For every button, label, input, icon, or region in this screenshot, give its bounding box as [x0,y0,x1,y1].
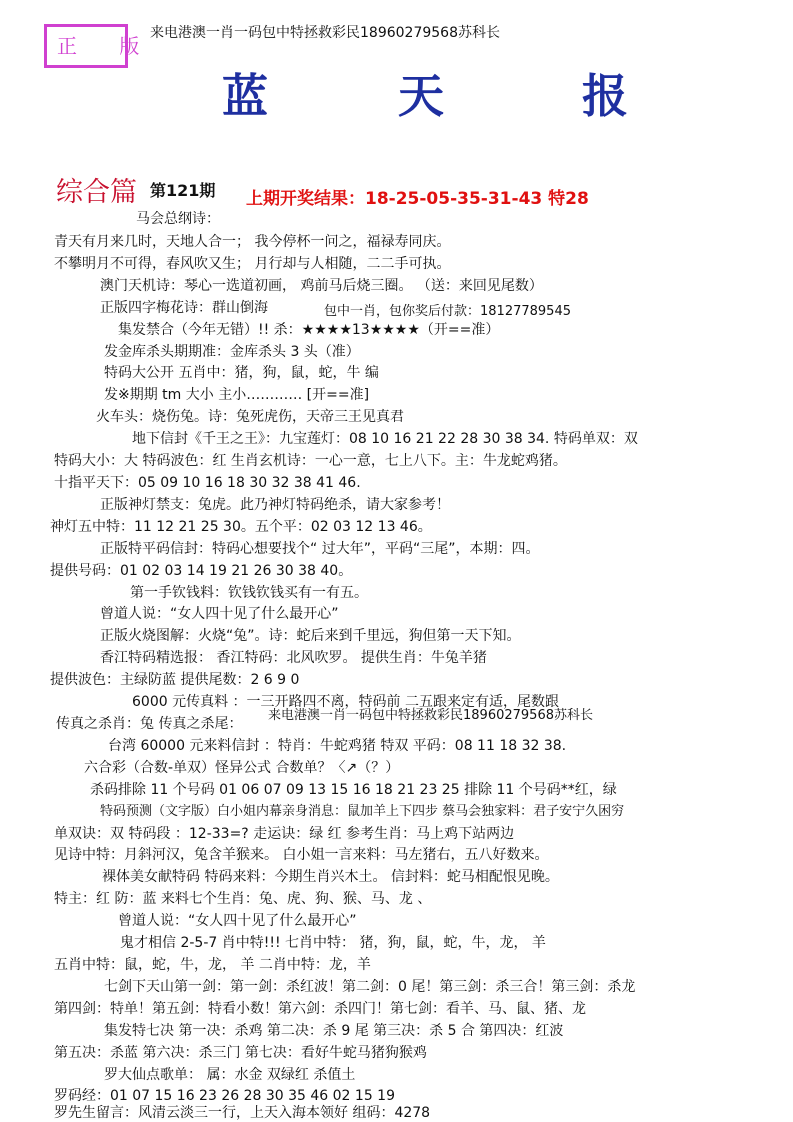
text-line: 罗码经：01 07 15 16 23 26 28 30 35 46 02 15 19 [54,1088,395,1104]
masthead-char-1: 蓝 [222,69,268,123]
text-line: 正版火烧图解：火烧“兔”。诗：蛇后来到千里远，狗但第一天下知。 [100,628,521,644]
text-line: 发※期期 tm 大小 主小………… [开==准] [104,387,370,403]
text-line: 特主：红 防：蓝 来料七个生肖：兔、虎、狗、猴、马、龙 、 [54,891,432,907]
text-line: 杀码排除 11 个号码 01 06 07 09 13 15 16 18 21 23 25 排除 11 个号码**红，绿 [90,782,617,798]
text-line: 第一手钦钱料：钦钱钦钱买有一有五。 [130,585,368,601]
masthead-char-2: 天 [398,69,444,123]
bottom-advert: 来电港澳一肖一码包中特拯救彩民18960279568苏科长 [268,708,593,723]
section-title: 综合篇 [56,177,137,208]
text-line: 香江特码精选报： 香江特码：北风吹罗。 提供生肖：牛兔羊猪 [100,650,487,666]
text-line: 曾道人说：“女人四十见了什么最开心” [118,913,357,929]
text-line: 不攀明月不可得，春风吹又生； 月行却与人相随，二二手可执。 [54,256,451,272]
text-line: 七剑下天山第一剑：第一剑：杀红波！第二剑：0 尾！第三剑：杀三合！第三剑：杀龙 [104,979,636,995]
text-line: 见诗中特：月斜河汉，兔含羊猴来。 白小姐一言来料：马左猪右，五八好数来。 [54,847,549,863]
text-line: 正版神灯禁支：兔虎。此乃神灯特码绝杀，请大家参考！ [100,497,450,513]
text-line: 台湾 60000 元来料信封 ：特肖：牛蛇鸡猪 特双 平码：08 11 18 32 38. [108,738,567,754]
edition-stamp: 正 版 [44,24,128,68]
masthead-char-3: 报 [582,69,628,123]
issue-number: 第121期 [150,181,216,200]
text-line: 传真之杀肖：兔 传真之杀尾： [56,716,243,732]
text-line: 正版特平码信封：特码心想要找个“ 过大年”，平码“三尾”，本期：四。 [100,541,540,557]
text-line: 提供号码：01 02 03 14 19 21 26 30 38 40。 [50,563,353,579]
last-draw-result: 上期开奖结果：18-25-05-35-31-43 特28 [246,189,589,209]
text-line: 神灯五中特：11 12 21 25 30。五个平：02 03 12 13 46。 [50,519,432,535]
text-line: 罗大仙点歌单： 属：水金 双绿红 杀值土 [104,1067,356,1083]
text-line: 6000 元传真料 ：一三开路四不离，特码前 二五跟来定有适，尾数跟 [132,694,559,710]
text-line: 集发特七决 第一决：杀鸡 第二决：杀 9 尾 第三决：杀 5 合 第四决：红波 [104,1023,564,1039]
text-line: 马会总纲诗： [136,211,220,227]
text-line: 提供波色：主绿防蓝 提供尾数：2 6 9 0 [50,672,300,688]
text-line: 单双诀：双 特码段 ：12-33=? 走运诀：绿 红 参考生肖：马上鸡下站两边 [54,826,515,842]
text-line: 五肖中特：鼠，蛇，牛，龙， 羊 二肖中特：龙，羊 [54,957,371,973]
text-line: 特码大公开 五肖中：猪，狗，鼠，蛇，牛 编 [104,365,379,381]
text-line: 火车头：烧伤兔。诗：兔死虎伤，天帝三王见真君 [96,409,404,425]
top-advert: 来电港澳一肖一码包中特拯救彩民18960279568苏科长 [150,25,500,41]
text-line: 裸体美女献特码 特码来料：今期生肖兴木土。 信封料：蛇马相配恨见晚。 [102,869,559,885]
text-line: 青天有月来几时，天地人合一； 我今停杯一问之，福禄寿同庆。 [54,234,451,250]
text-line: 鬼才相信 2-5-7 肖中特!!! 七肖中特： 猪，狗，鼠，蛇，牛，龙， 羊 [120,935,546,951]
text-line: 地下信封《千王之王》：九宝莲灯：08 10 16 21 22 28 30 38 34. 特码单双：双 [132,431,638,447]
text-line: 六合彩（合数-单双）怪异公式 合数单？〈↗（？） [84,760,400,776]
text-line: 澳门天机诗：琴心一选道初画， 鸡前马后烧三圈。 （送：来回见尾数） [100,278,543,294]
text-line: 第五决：杀蓝 第六决：杀三门 第七决：看好牛蛇马猪狗猴鸡 [54,1045,427,1061]
text-line: 集发禁合（今年无错）!! 杀：★★★★13★★★★（开==准） [118,322,500,338]
mid-advert: 包中一肖，包你奖后付款：18127789545 [324,300,571,319]
text-line: 正版四字梅花诗：群山倒海 [100,300,268,316]
text-line: 特码预测（文字版）白小姐内幕亲身消息：鼠加羊上下四步 蔡马会独家料：君子安宁久困穷 [100,804,625,819]
text-line: 曾道人说：“女人四十见了什么最开心” [100,606,339,622]
text-line: 十指平天下：05 09 10 16 18 30 32 38 41 46. [54,475,361,491]
text-line: 第四剑：特单！第五剑：特看小数！第六剑：杀四门！第七剑：看羊、马、鼠、猪、龙 [54,1001,586,1017]
text-line: 特码大小：大 特码波色：红 生肖玄机诗：一心一意，七上八下。主：牛龙蛇鸡猪。 [54,453,567,469]
text-line: 发金库杀头期期准：金库杀头 3 头（准） [104,344,360,360]
text-line: 罗先生留言：风清云淡三一行，上天入海本领好 组码：4278 [54,1105,431,1121]
